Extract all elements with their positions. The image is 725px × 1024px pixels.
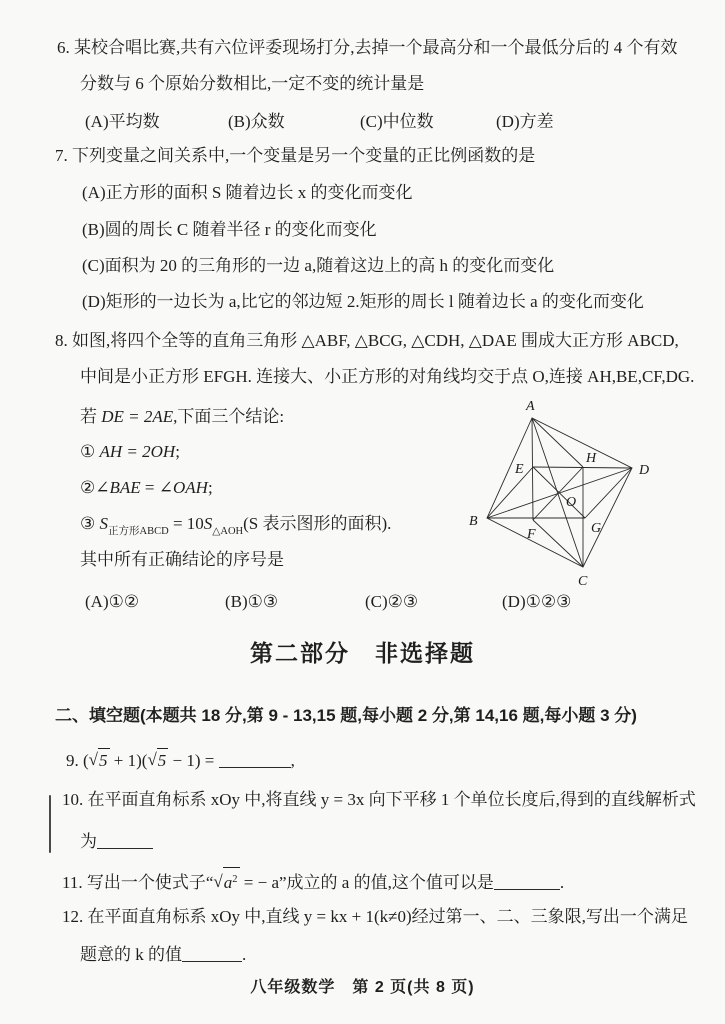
q7-option-a: (A)正方形的面积 S 随着边长 x 的变化而变化 — [82, 183, 413, 202]
q12-trail: . — [242, 945, 247, 964]
radicand: 5 — [98, 748, 110, 773]
square-diagram — [445, 392, 700, 597]
q9-mid: + 1)( — [109, 751, 148, 770]
c2-math: BAE — [109, 478, 141, 497]
q12-line2-pre: 题意的 k 的值 — [80, 945, 182, 964]
q8-line3-math: DE = 2AE — [101, 407, 174, 426]
vertex-label-d: D — [639, 463, 650, 478]
q9-trail: , — [290, 751, 295, 770]
q7-option-c: (C)面积为 20 的三角形的一边 a,随着这边上的高 h 的变化而变化 — [82, 256, 555, 275]
q8-option-b: (B)①③ — [225, 592, 279, 611]
radicand-exponent: 2 — [232, 874, 238, 885]
q10-answer-blank — [97, 834, 153, 849]
section2-title: 第二部分 非选择题 — [250, 640, 475, 666]
radical-sqrt-a2 — [213, 867, 239, 895]
c2-math2: OAH — [172, 478, 208, 497]
geometry-figure — [445, 392, 700, 602]
c3-post: (S 表示图形的面积). — [243, 514, 392, 533]
q11-trail: . — [559, 873, 565, 892]
q11-answer-blank — [494, 875, 560, 890]
vertex-label-h: H — [586, 451, 597, 466]
q8-line3 — [80, 405, 284, 429]
q8-summary: 其中所有正确结论的序号是 — [80, 550, 284, 569]
radical-sign: √ — [88, 750, 99, 769]
q7-stem: 7. 下列变量之间关系中,一个变量是另一个变量的正比例函数的是 — [55, 146, 536, 165]
q8-option-c: (C)②③ — [365, 592, 419, 611]
c3-sub2: △AOH — [212, 526, 244, 537]
c2-pre: ②∠ — [80, 478, 110, 497]
vertex-label-a: A — [526, 399, 535, 414]
q7-option-d: (D)矩形的一边长为 a,比它的邻边短 2.矩形的周长 l 随着边长 a 的变化而变化 — [82, 292, 644, 311]
figure-labels — [469, 399, 649, 589]
q6-line2: 分数与 6 个原始分数相比,一定不变的统计量是 — [80, 74, 425, 93]
q8-line3-pre: 若 — [80, 407, 102, 426]
radical-sqrt5-2 — [147, 748, 168, 773]
c3-sub1: 正方形ABCD — [108, 526, 169, 537]
q11-post: = − a”成立的 a 的值,这个值可以是 — [239, 873, 494, 892]
q9-line — [66, 748, 295, 773]
q8-option-a: (A)①② — [85, 592, 140, 611]
vertex-label-c: C — [578, 574, 588, 589]
radicand-base: a — [223, 873, 233, 892]
q10-line2-pre: 为 — [80, 832, 97, 851]
page-footer: 八年级数学 第 2 页(共 8 页) — [250, 979, 475, 996]
q7-option-b: (B)圆的周长 C 随着半径 r 的变化而变化 — [82, 220, 377, 239]
c1-math: AH = 2OH — [99, 442, 176, 461]
q8-conclusion-3 — [80, 512, 391, 544]
q8-conclusion-2 — [80, 476, 213, 500]
c2-mid: = ∠ — [140, 478, 173, 497]
c1-post: ; — [175, 442, 180, 461]
q6-option-c: (C)中位数 — [360, 112, 434, 131]
c3-s2: S — [203, 514, 213, 533]
vertex-label-b: B — [469, 514, 478, 529]
q10-line2 — [80, 830, 153, 854]
c1-pre: ① — [80, 442, 100, 461]
q6-option-a: (A)平均数 — [85, 112, 160, 131]
c3-s1: S — [99, 514, 108, 533]
q8-line2: 中间是小正方形 EFGH. 连接大、小正方形的对角线均交于点 O,连接 AH,BE,CF,DG. — [80, 367, 695, 386]
q12-answer-blank — [182, 947, 242, 962]
figure-lines — [487, 418, 632, 567]
vertex-label-e: E — [515, 462, 524, 477]
q11-line — [62, 867, 564, 895]
radical-sign: √ — [147, 750, 157, 769]
c3-mid: = 10 — [168, 514, 204, 533]
q6-line1: 6. 某校合唱比赛,共有六位评委现场打分,去掉一个最高分和一个最低分后的 4 个有效 — [57, 38, 678, 57]
c3-pre: ③ — [80, 514, 100, 533]
vertex-label-f: F — [527, 527, 536, 542]
section2-subtitle: 二、填空题(本题共 18 分,第 9 - 13,15 题,每小题 2 分,第 14,16 题,每小题 3 分) — [55, 706, 637, 725]
q9-pre: 9. ( — [66, 751, 89, 770]
c2-post: ; — [207, 478, 213, 497]
q6-option-d: (D)方差 — [496, 112, 554, 131]
q8-line3-post: ,下面三个结论: — [173, 407, 285, 426]
radicand: 5 — [157, 748, 169, 773]
q9-answer-blank — [219, 753, 291, 768]
q10-line1: 10. 在平面直角标系 xOy 中,将直线 y = 3x 向下平移 1 个单位长度后,得到的直线解析式 — [62, 790, 696, 809]
q11-pre: 11. 写出一个使式子“ — [62, 873, 214, 892]
radicand — [223, 867, 240, 895]
q8-conclusion-1 — [80, 440, 180, 464]
q8-line1: 8. 如图,将四个全等的直角三角形 △ABF, △BCG, △CDH, △DAE 围成大正方形 ABCD, — [55, 331, 679, 350]
radical-sqrt5-1 — [89, 748, 110, 773]
scan-margin-mark — [49, 795, 51, 853]
q6-option-b: (B)众数 — [228, 112, 285, 131]
q12-line1: 12. 在平面直角标系 xOy 中,直线 y = kx + 1(k≠0)经过第一、二、三象限,写出一个满足 — [62, 907, 688, 926]
q12-line2 — [80, 943, 246, 967]
q9-post: − 1) = — [168, 751, 219, 770]
q8-option-d: (D)①②③ — [502, 592, 572, 611]
vertex-label-g: G — [591, 521, 602, 536]
center-label-o: O — [566, 495, 577, 510]
radical-sign: √ — [213, 872, 223, 891]
